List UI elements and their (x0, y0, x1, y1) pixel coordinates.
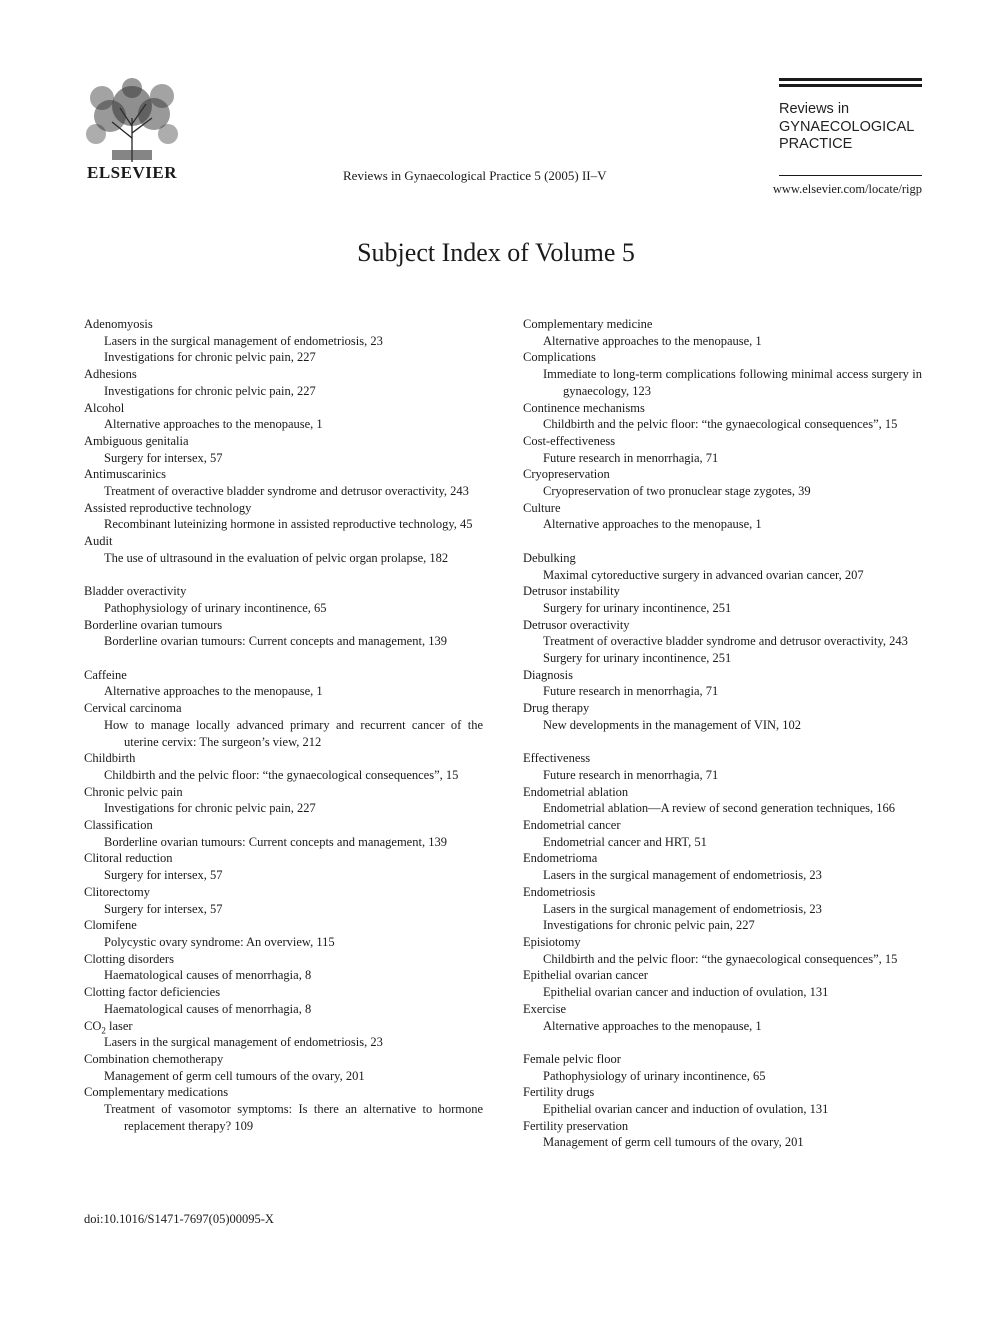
index-entry: Surgery for intersex, 57 (104, 450, 223, 465)
index-entry: Investigations for chronic pelvic pain, 227 (104, 801, 316, 816)
index-entry: Polycystic ovary syndrome: An overview, 115 (104, 934, 335, 949)
index-term (84, 366, 483, 383)
index-entry: Lasers in the surgical management of endometriosis, 23 (104, 333, 383, 348)
index-entry: Childbirth and the pelvic floor: “the gynaecological consequences”, 15 (543, 951, 898, 966)
index-term-text: Ambiguous genitalia (84, 433, 189, 448)
brand-line: PRACTICE (779, 136, 853, 152)
brand-rule (779, 84, 922, 87)
index-term (84, 533, 483, 550)
page-title: Subject Index of Volume 5 (357, 238, 635, 267)
index-entry: Lasers in the surgical management of endometriosis, 23 (543, 868, 822, 883)
index-term-text: Clitoral reduction (84, 851, 173, 866)
index-entry: Pathophysiology of urinary incontinence, 65 (543, 1068, 766, 1083)
index-term-text: Diagnosis (523, 667, 573, 682)
index-term (84, 617, 483, 634)
index-entry: Future research in menorrhagia, 71 (543, 767, 719, 782)
index-term (523, 1084, 922, 1101)
index-entry: Surgery for intersex, 57 (104, 868, 223, 883)
index-term (523, 617, 922, 634)
index-term-text: Audit (84, 534, 113, 549)
index-entry: Epithelial ovarian cancer and induction of ovulation, 131 (543, 1102, 829, 1116)
index-term-text: Exercise (523, 1001, 567, 1016)
index-term (523, 349, 922, 366)
index-term (523, 550, 922, 567)
index-entry: Alternative approaches to the menopause, 1 (543, 1018, 762, 1033)
index-term-text: Detrusor overactivity (523, 617, 630, 632)
index-entry: New developments in the management of VIN, 102 (543, 717, 802, 732)
index-entry: Childbirth and the pelvic floor: “the gynaecological consequences”, 15 (104, 767, 459, 782)
index-entry: Alternative approaches to the menopause, 1 (104, 417, 323, 432)
publisher-name: ELSEVIER (87, 163, 177, 182)
index-term-text: Cost-effectiveness (523, 433, 616, 448)
index-term-text: Antimuscarinics (84, 467, 166, 482)
index-entry: Surgery for intersex, 57 (104, 901, 223, 916)
index-term-text: Endometrioma (523, 851, 598, 866)
index-entry: Childbirth and the pelvic floor: “the gynaecological consequences”, 15 (543, 417, 898, 432)
index-term (84, 750, 483, 767)
index-term-text: Cervical carcinoma (84, 701, 182, 716)
index-term-text: Continence mechanisms (523, 400, 645, 415)
index-entry: Epithelial ovarian cancer and induction of ovulation, 131 (543, 985, 829, 1000)
journal-url: www.elsevier.com/locate/rigp (772, 182, 922, 196)
index-term-text: Bladder overactivity (84, 584, 187, 599)
index-entry: Alternative approaches to the menopause, 1 (104, 684, 323, 699)
index-term-text: Assisted reproductive technology (84, 500, 252, 515)
index-term-text: Drug therapy (523, 701, 590, 716)
letter-gap (523, 533, 922, 550)
index-term (84, 1018, 483, 1035)
index-term-text: Caffeine (84, 667, 127, 682)
index-term (523, 850, 922, 867)
index-term (84, 884, 483, 901)
index-entry: Endometrial ablation—A review of second generation techniques, 166 (543, 801, 895, 816)
index-entry: Future research in menorrhagia, 71 (543, 684, 719, 699)
index-term (84, 1051, 483, 1068)
index-term-text: Clomifene (84, 918, 137, 933)
index-term-text: Complications (523, 350, 596, 365)
index-term (84, 466, 483, 483)
index-entry: Investigations for chronic pelvic pain, 227 (104, 350, 316, 365)
index-entry: Cryopreservation of two pronuclear stage zygotes, 39 (543, 484, 811, 499)
index-term-text: Debulking (523, 550, 576, 565)
index-term-text: Female pelvic floor (523, 1051, 621, 1066)
doi: doi:10.1016/S1471-7697(05)00095-X (84, 1212, 274, 1226)
index-term (523, 934, 922, 951)
index-term (523, 750, 922, 767)
index-entry: Management of germ cell tumours of the ovary, 201 (543, 1135, 804, 1150)
index-term-text: Endometriosis (523, 884, 596, 899)
index-term (84, 917, 483, 934)
index-term-text: Adhesions (84, 367, 137, 382)
index-entry: Investigations for chronic pelvic pain, 227 (543, 918, 755, 933)
index-term-text: Complementary medicine (523, 317, 653, 331)
letter-gap (523, 734, 922, 751)
index-term (84, 1084, 483, 1101)
index-term (523, 884, 922, 901)
index-term (84, 400, 483, 417)
index-entry: Immediate to long-term complications following minimal access surgery in gynaecology, 123 (543, 367, 922, 398)
index-term (84, 951, 483, 968)
index-term-suffix: laser (105, 1018, 133, 1033)
index-term (84, 667, 483, 684)
index-entry: Borderline ovarian tumours: Current concepts and management, 139 (104, 834, 447, 849)
index-term-text: Clotting factor deficiencies (84, 985, 221, 1000)
index-entry: Maximal cytoreductive surgery in advanced ovarian cancer, 207 (543, 567, 864, 582)
index-term-text: Chronic pelvic pain (84, 784, 183, 799)
index-term (84, 433, 483, 450)
index-term-text: CO (84, 1018, 102, 1033)
index-entry: Treatment of vasomotor symptoms: Is there an alternative to hormone replacement therapy? 109 (104, 1102, 483, 1133)
index-term (523, 433, 922, 450)
letter-gap (84, 567, 483, 584)
index-term (84, 500, 483, 517)
index-term-text: Alcohol (84, 400, 125, 415)
brand-line: Reviews in (779, 101, 850, 117)
index-term-text: Adenomyosis (84, 317, 153, 331)
index-column-right (523, 316, 922, 1151)
index-term-text: Detrusor instability (523, 584, 620, 599)
brand-text (779, 101, 922, 154)
index-entry: Future research in menorrhagia, 71 (543, 450, 719, 465)
index-term-text: Clotting disorders (84, 951, 174, 966)
index-term-text: Clitorectomy (84, 884, 150, 899)
index-term (523, 400, 922, 417)
index-entry: Pathophysiology of urinary incontinence, 65 (104, 600, 327, 615)
index-term (523, 784, 922, 801)
index-entry: The use of ultrasound in the evaluation of pelvic organ prolapse, 182 (104, 550, 449, 565)
index-term-text: Effectiveness (523, 751, 591, 766)
index-term (523, 967, 922, 984)
index-entry: Lasers in the surgical management of endometriosis, 23 (543, 901, 822, 916)
journal-brand (779, 78, 922, 154)
brand-divider (779, 175, 922, 176)
index-term (523, 466, 922, 483)
index-term (84, 817, 483, 834)
index-term (523, 500, 922, 517)
index-term (84, 850, 483, 867)
index-entry: Endometrial cancer and HRT, 51 (543, 834, 707, 849)
index-term (523, 1118, 922, 1135)
index-term-text: Complementary medications (84, 1085, 229, 1100)
index-entry: Treatment of overactive bladder syndrome and detrusor overactivity, 243 (543, 634, 908, 649)
brand-line: GYNAECOLOGICAL (779, 118, 915, 135)
index-entry: Management of germ cell tumours of the ovary, 201 (104, 1068, 365, 1083)
index-term (523, 316, 922, 333)
index-term-text: Episiotomy (523, 934, 581, 949)
index-entry: Investigations for chronic pelvic pain, 227 (104, 383, 316, 398)
index-term-subscript: 2 (101, 1025, 106, 1035)
index-term (84, 984, 483, 1001)
index-entry: Alternative approaches to the menopause, 1 (543, 333, 762, 348)
index-term (523, 1051, 922, 1068)
index-column-left (84, 316, 483, 1134)
index-term-text: Endometrial cancer (523, 818, 621, 833)
page-header (0, 0, 992, 230)
index-term-text: Childbirth (84, 751, 136, 766)
index-entry: Surgery for urinary incontinence, 251 (543, 600, 732, 615)
index-term (523, 817, 922, 834)
index-term (84, 784, 483, 801)
index-term (523, 667, 922, 684)
index-term (84, 583, 483, 600)
index-term (84, 700, 483, 717)
index-entry: Haematological causes of menorrhagia, 8 (104, 1001, 312, 1016)
index-term (523, 1001, 922, 1018)
index-term-text: Culture (523, 500, 561, 515)
letter-gap (84, 650, 483, 667)
index-term-text: Classification (84, 818, 153, 833)
index-entry: Recombinant luteinizing hormone in assisted reproductive technology, 45 (104, 517, 473, 532)
brand-rule (779, 78, 922, 81)
index-term (84, 316, 483, 333)
index-entry: Borderline ovarian tumours: Current concepts and management, 139 (104, 634, 447, 649)
index-term-text: Combination chemotherapy (84, 1051, 224, 1066)
index-term-text: Cryopreservation (523, 467, 610, 482)
index-term-text: Fertility drugs (523, 1085, 595, 1100)
index-term (523, 583, 922, 600)
index-entry: Haematological causes of menorrhagia, 8 (104, 968, 312, 983)
index-entry: Lasers in the surgical management of endometriosis, 23 (104, 1035, 383, 1050)
index-entry: Alternative approaches to the menopause, 1 (543, 517, 762, 532)
index-entry: Treatment of overactive bladder syndrome and detrusor overactivity, 243 (104, 484, 469, 499)
index-term-text: Endometrial ablation (523, 784, 629, 799)
index-term-text: Fertility preservation (523, 1118, 629, 1133)
journal-citation: Reviews in Gynaecological Practice 5 (2005) II–V (343, 168, 607, 183)
index-term (523, 700, 922, 717)
index-entry: How to manage locally advanced primary and recurrent cancer of the uterine cervix: The surgeon’s view, 212 (104, 717, 483, 749)
letter-gap (523, 1034, 922, 1051)
index-term-text: Epithelial ovarian cancer (523, 968, 648, 983)
index-term-text: Borderline ovarian tumours (84, 617, 223, 632)
index-entry: Surgery for urinary incontinence, 251 (543, 651, 732, 666)
